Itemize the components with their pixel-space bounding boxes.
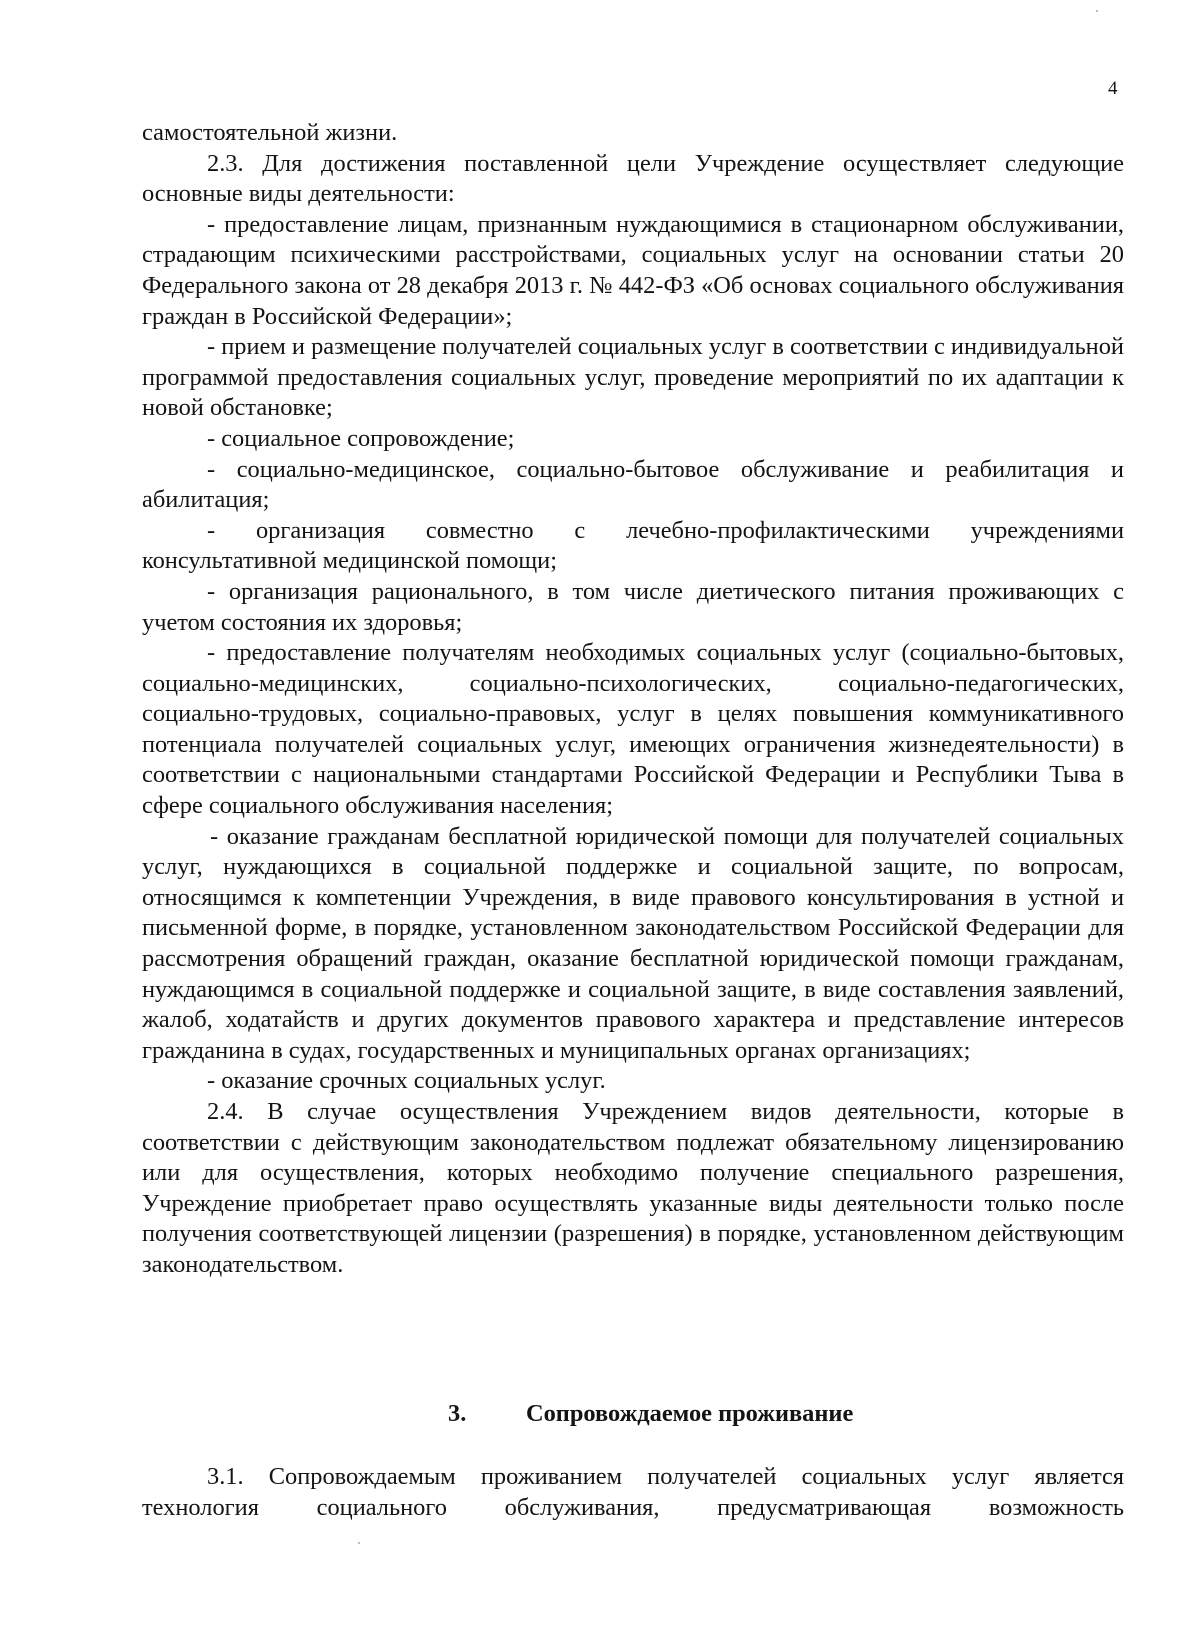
list-item: - прием и размещение получателей социальных услуг в соответствии с индивидуальной программой предоставления социальных услуг, проведение мероприятий по их адаптации к новой обстановке; bbox=[142, 333, 1124, 422]
page-number: 4 bbox=[1108, 78, 1118, 99]
paragraph-3-1: 3.1. Сопровождаемым проживанием получателей социальных услуг является технология социального обслуживания, предусматривающая возможность bbox=[142, 1463, 1124, 1521]
paragraph: самостоятельной жизни. bbox=[142, 119, 398, 146]
list-item: - оказание гражданам бесплатной юридической помощи для получателей социальных услуг, нуждающихся в социальной поддержке и социальной защите, по вопросам, относящимся к компетенции Учреждения, в виде правового консультирования в устной и письменной форме, в порядке, установленном законодательством Российской Федерации для рассмотрения обращений граждан, оказание бесплатной юридической помощи гражданам, нуждающимся в социальной поддержке и социальной защите, в виде составления заявлений, жалоб, ходатайств и других документов правового характера и представление интересов гражданина в судах, государственных и муниципальных органах организациях; bbox=[142, 822, 1124, 1064]
list-item: - организация совместно с лечебно-профилактическими учреждениями консультативной медицинской помощи; bbox=[142, 516, 1124, 575]
list-item: - социальное сопровождение; bbox=[207, 424, 515, 452]
list-item: - предоставление получателям необходимых социальных услуг (социально-бытовых, социально-медицинских, социально-психологических, социально-педагогических, социально-трудовых, социально-правовых, услуг в целях повышения коммуникативного потенциала получателей социальных услуг, имеющих ограничения жизнедеятельности) в соответствии с национальными стандартами Российской Федерации и Республики Тыва в сфере социального обслуживания населения; bbox=[142, 639, 1124, 820]
list-item: - оказание срочных социальных услуг. bbox=[207, 1067, 606, 1095]
list-item: - организация рационального, в том числе диетического питания проживающих с учетом состояния их здоровья; bbox=[142, 577, 1124, 636]
paragraph-2-3: 2.3. Для достижения поставленной цели Учреждение осуществляет следующие основные виды деятельности: bbox=[142, 149, 1124, 208]
document-body bbox=[142, 118, 1124, 1281]
scan-artifact bbox=[358, 1542, 360, 1544]
scan-artifact bbox=[1096, 10, 1098, 12]
list-item: - предоставление лицам, признанным нуждающимися в стационарном обслуживании, страдающим психическими расстройствами, социальных услуг на основании статьи 20 Федерального закона от 28 декабря 2013 г. № 442-ФЗ «Об основах социального обслуживания граждан в Российской Федерации»; bbox=[142, 210, 1124, 330]
section-number: 3. bbox=[448, 1400, 467, 1427]
section-title: Сопровождаемое проживание bbox=[526, 1400, 854, 1427]
section-body bbox=[142, 1462, 1124, 1523]
list-item: - социально-медицинское, социально-бытовое обслуживание и реабилитация и абилитация; bbox=[142, 455, 1124, 514]
paragraph-2-4: 2.4. В случае осуществления Учреждением видов деятельности, которые в соответствии с действующим законодательством подлежат обязательному лицензированию или для осуществления, которых необходимо получение специального разрешения, Учреждение приобретает право осуществлять указанные виды деятельности только после получения соответствующей лицензии (разрешения) в порядке, установленном действующим законодательством. bbox=[142, 1098, 1124, 1278]
